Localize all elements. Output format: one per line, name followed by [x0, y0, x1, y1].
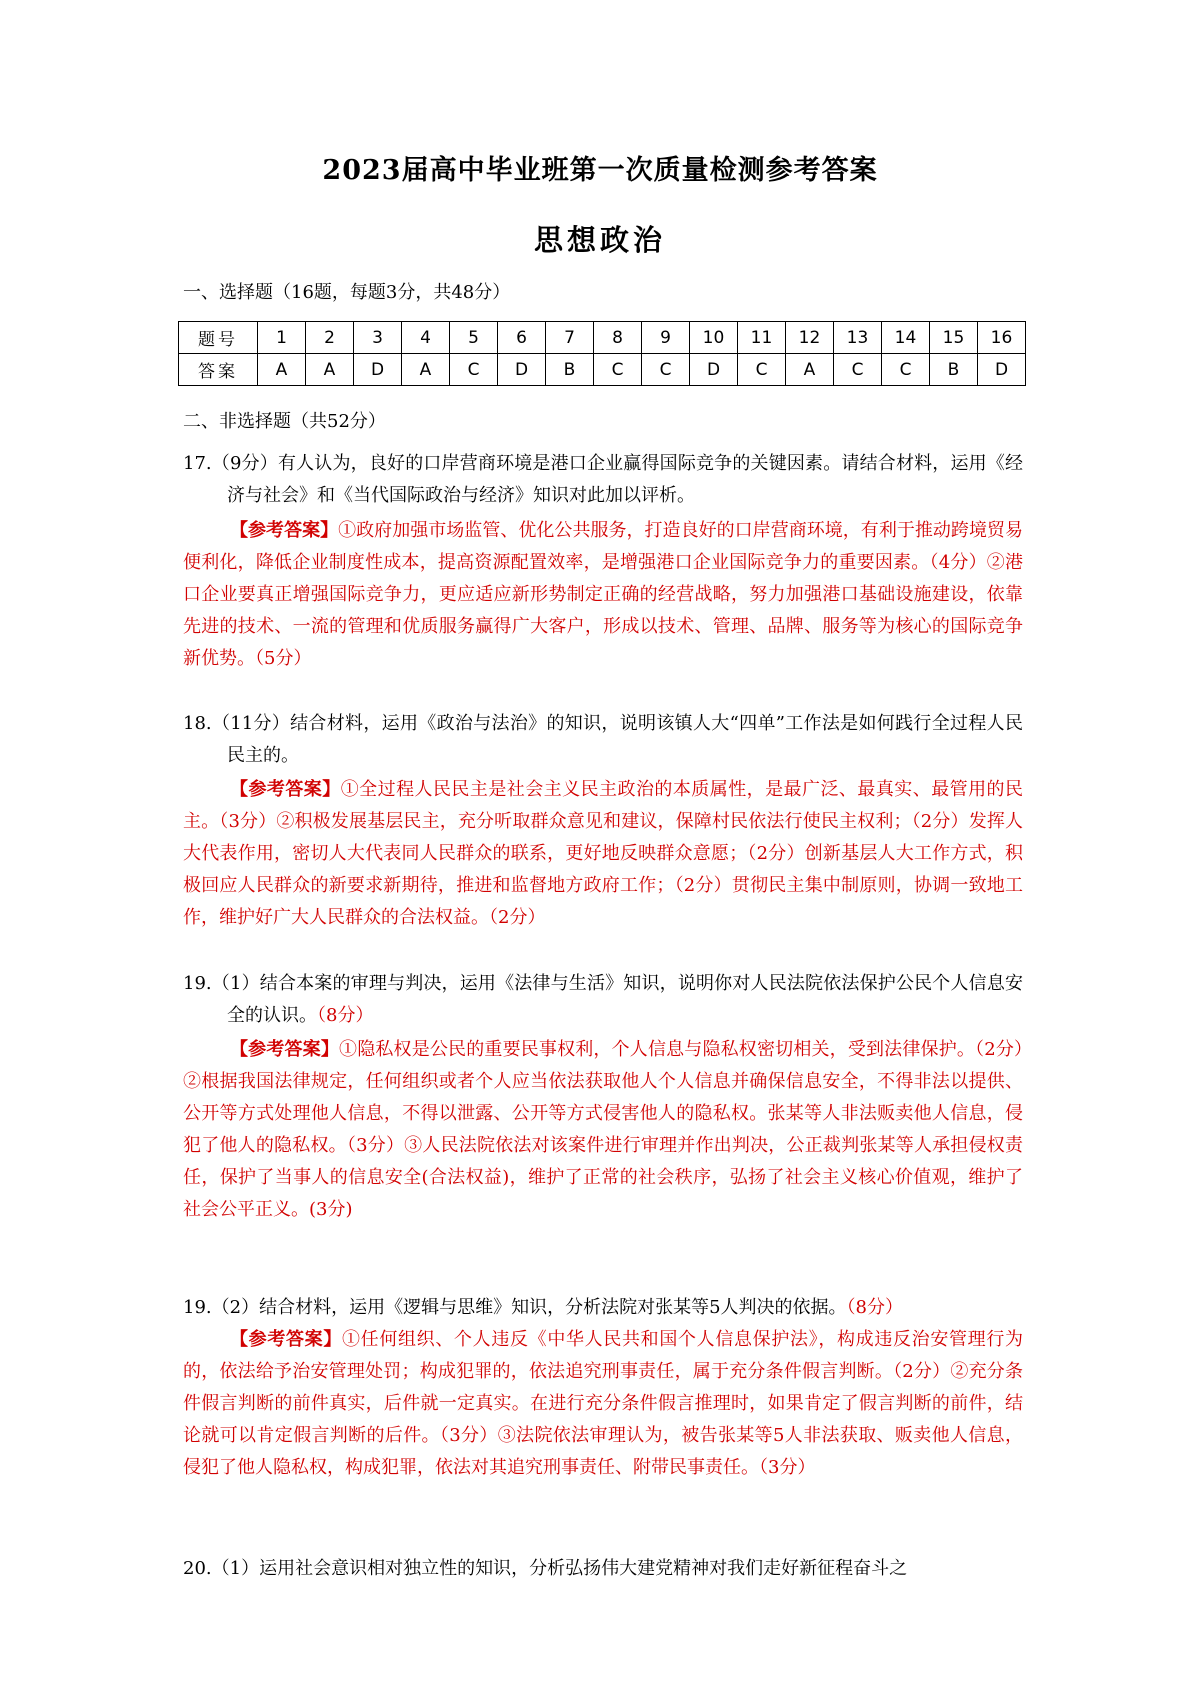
question-number: 4: [402, 322, 450, 354]
question-number: 8: [594, 322, 642, 354]
answer-cell: C: [450, 354, 498, 386]
question-number: 15: [930, 322, 978, 354]
answer-text: ①政府加强市场监管、优化公共服务，打造良好的口岸营商环境，有利于推动跨境贸易便利化，降低企业制度性成本，提高资源配置效率，是增强港口企业国际竞争力的重要因素。（4分）②港口企业要真正增强国际竞争力，更应适应新形势制定正确的经营战略，努力加强港口基础设施建设，依靠先进的技术、一流的管理和优质服务赢得广大客户，形成以技术、管理、品牌、服务等为核心的国际竞争新优势。（5分）: [183, 520, 1023, 669]
subject-title: 思想政治: [533, 223, 666, 257]
table-row-answers: [179, 354, 1026, 386]
answer-cell: C: [738, 354, 786, 386]
answer-cell: C: [594, 354, 642, 386]
answer-cell: C: [834, 354, 882, 386]
section-1-heading: 一、选择题（16题，每题3分，共48分）: [183, 282, 511, 303]
answer-cell: A: [786, 354, 834, 386]
question-text: 19.（2）结合材料，运用《逻辑与思维》知识，分析法院对张某等5人判决的依据。: [183, 1297, 847, 1318]
answer-cell: A: [258, 354, 306, 386]
answer-cell: D: [354, 354, 402, 386]
question-text: 18.（11分）结合材料，运用《政治与法治》的知识，说明该镇人大“四单”工作法是如何践行全过程人民民主的。: [183, 713, 1023, 766]
answer-cell: B: [546, 354, 594, 386]
question-number: 5: [450, 322, 498, 354]
question-number: 14: [882, 322, 930, 354]
question-points: （8分）: [317, 1005, 374, 1026]
question-number: 9: [642, 322, 690, 354]
answer-cell: D: [498, 354, 546, 386]
question-number: 6: [498, 322, 546, 354]
question-number: 13: [834, 322, 882, 354]
answer-table: [178, 321, 1026, 386]
answer-cell: A: [402, 354, 450, 386]
question-number: 10: [690, 322, 738, 354]
answer-text: ①全过程人民民主是社会主义民主政治的本质属性，是最广泛、最真实、最管用的民主。（3分）②积极发展基层民主，充分听取群众意见和建议，保障村民依法行使民主权利；（2分）发挥人大代表作用，密切人大代表同人民群众的联系，更好地反映群众意愿；（2分）创新基层人大工作方式，积极回应人民群众的新要求新期待，推进和监督地方政府工作；（2分）贯彻民主集中制原则，协调一致地工作，维护好广大人民群众的合法权益。（2分）: [183, 779, 1024, 928]
question-number: 2: [306, 322, 354, 354]
answer-text: ①任何组织、个人违反《中华人民共和国个人信息保护法》，构成违反治安管理行为的，依法给予治安管理处罚；构成犯罪的，依法追究刑事责任，属于充分条件假言判断。（2分）②充分条件假言判断的前件真实，后件就一定真实。在进行充分条件假言推理时，如果肯定了假言判断的前件，结论就可以肯定假言判断的后件。（3分）③法院依法审理认为，被告张某等5人非法获取、贩卖他人信息，侵犯了他人隐私权，构成犯罪，依法对其追究刑事责任、附带民事责任。（3分）: [183, 1329, 1023, 1478]
question-19-1: [183, 968, 1023, 1032]
question-number: 16: [978, 322, 1026, 354]
answer-cell: D: [690, 354, 738, 386]
table-row-numbers: [179, 322, 1026, 354]
answer-cell: C: [642, 354, 690, 386]
answer-cell: C: [882, 354, 930, 386]
answer-19-2: [183, 1324, 1023, 1484]
question-18: [183, 708, 1023, 772]
question-points: （8分）: [846, 1297, 903, 1318]
answer-cell: B: [930, 354, 978, 386]
question-20-1: [183, 1553, 1023, 1585]
answer-tag: 【参考答案】: [230, 520, 339, 541]
question-number: 7: [546, 322, 594, 354]
answer-18: [183, 774, 1023, 934]
answer-17: [183, 515, 1023, 675]
row-label-number: 题号: [179, 322, 258, 354]
answer-text: ①隐私权是公民的重要民事权利，个人信息与隐私权密切相关，受到法律保护。（2分）②根据我国法律规定，任何组织或者个人应当依法获取他人个人信息并确保信息安全，不得非法以提供、公开等方式处理他人信息，不得以泄露、公开等方式侵害他人的隐私权。张某等人非法贩卖他人信息，侵犯了他人的隐私权。（3分）③人民法院依法对该案件进行审理并作出判决，公正裁判张某等人承担侵权责任，保护了当事人的信息安全(合法权益)，维护了正常的社会秩序，弘扬了社会主义核心价值观，维护了社会公平正义。(3分): [183, 1039, 1023, 1220]
question-number: 1: [258, 322, 306, 354]
answer-cell: A: [306, 354, 354, 386]
question-text: 20.（1）运用社会意识相对独立性的知识，分析弘扬伟大建党精神对我们走好新征程奋斗之: [183, 1558, 908, 1579]
question-19-2: [183, 1292, 1023, 1324]
answer-19-1: [183, 1034, 1023, 1226]
question-text: 19.（1）结合本案的审理与判决，运用《法律与生活》知识，说明你对人民法院依法保护公民个人信息安全的认识。: [183, 973, 1023, 1026]
question-number: 3: [354, 322, 402, 354]
answer-tag: 【参考答案】: [230, 1039, 340, 1060]
question-17: [183, 448, 1023, 512]
section-2-heading: 二、非选择题（共52分）: [183, 411, 386, 432]
question-number: 11: [738, 322, 786, 354]
answer-tag: 【参考答案】: [230, 779, 341, 800]
answer-cell: D: [978, 354, 1026, 386]
answer-tag: 【参考答案】: [230, 1329, 342, 1350]
row-label-answer: 答案: [179, 354, 258, 386]
question-number: 12: [786, 322, 834, 354]
document-title: 2023届高中毕业班第一次质量检测参考答案: [322, 155, 878, 186]
question-text: 17.（9分）有人认为，良好的口岸营商环境是港口企业赢得国际竞争的关键因素。请结合材料，运用《经济与社会》和《当代国际政治与经济》知识对此加以评析。: [183, 453, 1023, 506]
